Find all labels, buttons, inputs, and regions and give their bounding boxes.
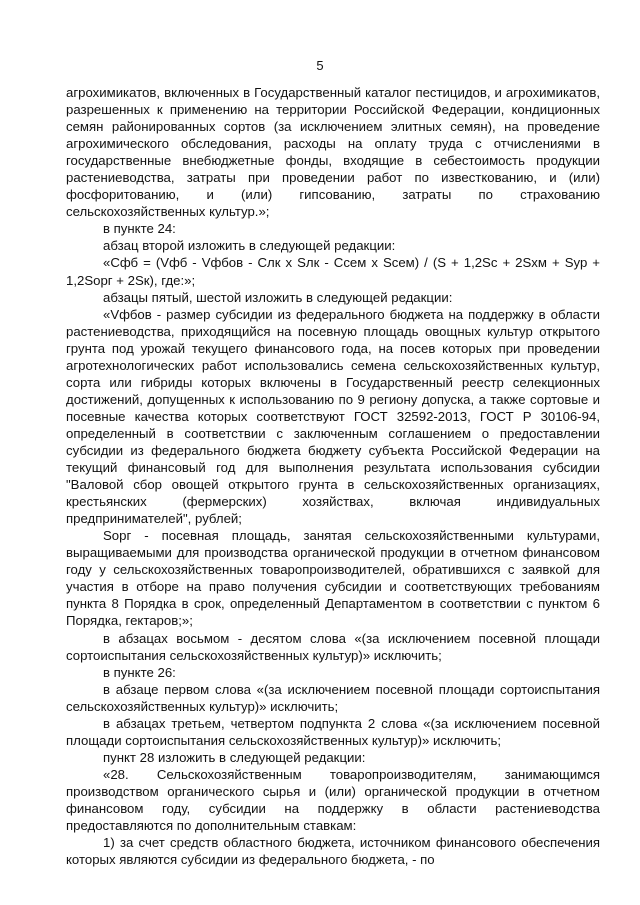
paragraph: в абзацах восьмом - десятом слова «(за исключением посевной площади сортоиспытания сельскохозяйственных культур)» исключить; <box>66 630 600 663</box>
paragraph: «Vфбов - размер субсидии из федерального бюджета на поддержку в области растениеводства, приходящийся на посевную площадь овощных культур открытого грунта под урожай текущего финансового года, на посев которых при проведении агротехнологических работ использовались семена сельскохозяйственных культур, сорта или гибриды которых включены в Государственный реестр селекционных достижений, допущенных к использованию по 9 региону допуска, а также сортовые и посевные качества которых соответствуют ГОСТ 32592-2013, ГОСТ Р 30106-94, определенный в соответствии с заключенным соглашением о предоставлении субсидии из федерального бюджета бюджету субъекта Российской Федерации на текущий финансовый год для выполнения результата использования субсидии "Валовой сбор овощей открытого грунта в сельскохозяйственных организациях, крестьянских (фермерских) хозяйствах, включая индивидуальных предпринимателей", рублей; <box>66 306 600 527</box>
paragraph: «28. Сельскохозяйственным товаропроизводителям, занимающимся производством органического сырья и (или) органической продукции в отчетном финансовом году, субсидии на поддержку в области растениеводства предоставляются по дополнительным ставкам: <box>66 766 600 834</box>
paragraph: агрохимикатов, включенных в Государственный каталог пестицидов, и агрохимикатов, разрешенных к применению на территории Российской Федерации, кондиционных семян районированных сортов (за исключением элитных семян), на проведение агрохимического обследования, расходы на оплату труда с отчислениями в государственные внебюджетные фонды, входящие в себестоимость продукции растениеводства, затраты при проведении работ по известкованию, и (или) фосфоритованию, и (или) гипсованию, затраты по страхованию сельскохозяйственных культур.»; <box>66 85 600 220</box>
paragraph: абзац второй изложить в следующей редакции: <box>103 238 396 254</box>
paragraph: в пункте 24: <box>103 221 176 237</box>
page-number: 5 <box>316 58 324 73</box>
paragraph: пункт 28 изложить в следующей редакции: <box>103 749 366 765</box>
paragraph: в абзаце первом слова «(за исключением посевной площади сортоиспытания сельскохозяйственных культур)» исключить; <box>66 681 600 714</box>
paragraph: Sорг - посевная площадь, занятая сельскохозяйственными культурами, выращиваемыми для производства органической продукции в отчетном финансовом году у сельскохозяйственных товаропроизводителей, обратившихся с заявкой для участия в отборе на право получения субсидии и соответствующих требованиям пункта 8 Порядка в срок, определенный Департаментом в соответствии с пунктом 6 Порядка, гектаров;»; <box>66 528 600 629</box>
paragraph: 1) за счет средств областного бюджета, источником финансового обеспечения которых являются субсидии из федерального бюджета, - по <box>66 835 600 868</box>
paragraph: в пункте 26: <box>103 664 176 680</box>
paragraph: в абзацах третьем, четвертом подпункта 2 слова «(за исключением посевной площади сортоиспытания сельскохозяйственных культур)» исключить; <box>66 715 600 748</box>
document-body <box>66 84 600 868</box>
paragraph: абзацы пятый, шестой изложить в следующей редакции: <box>103 289 453 305</box>
formula-paragraph: «Сфб = (Vфб - Vфбов - Слк x Sлк - Ссем x Sсем) / (S + 1,2Sс + 2Sхм + Sур + 1,2Sорг + 2Sк), где:»; <box>66 255 600 288</box>
